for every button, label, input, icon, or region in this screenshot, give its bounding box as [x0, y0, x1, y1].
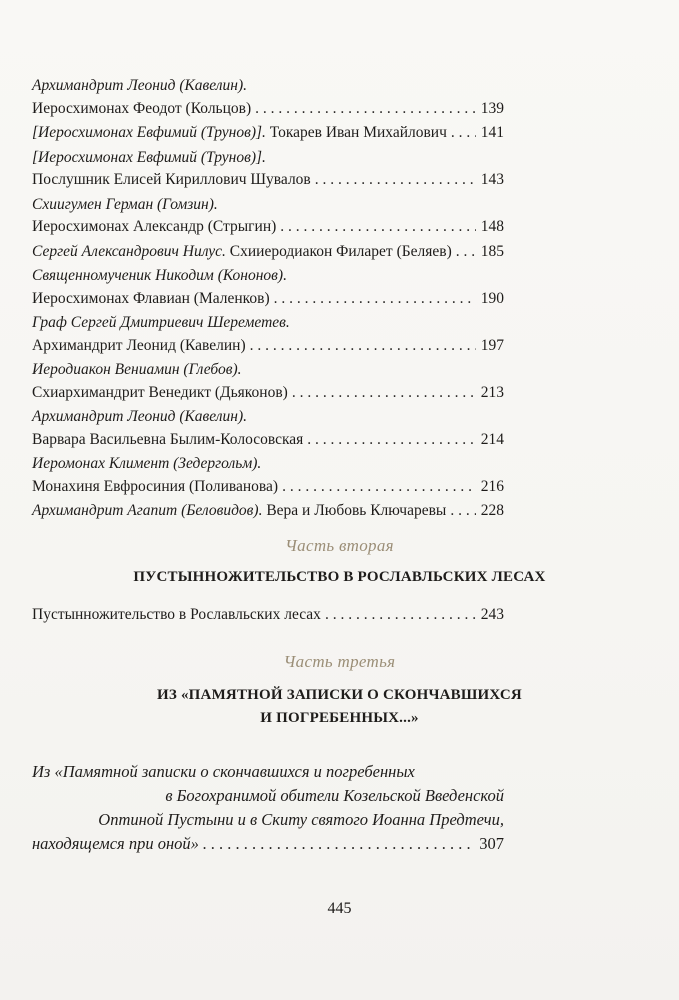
toc-author: Схиигумен Герман (Гомзин).: [32, 195, 218, 213]
toc-leader-dots: [450, 500, 476, 523]
toc-title-line: Оптиной Пустыни и в Скиту святого Иоанна Предтечи,: [98, 810, 504, 829]
folio-page-number: 445: [327, 900, 352, 917]
toc-author: Иеромонах Климент (Зедергольм).: [32, 455, 262, 472]
toc-author: [Иеросхимонах Евфимий (Трунов)].: [32, 148, 266, 166]
toc-page-number: 228: [480, 502, 504, 519]
part-three-heading-line1: ИЗ «ПАМЯТНОЙ ЗАПИСКИ О СКОНЧАВШИХСЯ: [157, 687, 522, 703]
toc-row: [32, 169, 504, 192]
toc-leader-dots: [203, 832, 475, 856]
toc-title-line: в Богохранимой обители Козельской Введенской: [165, 786, 504, 805]
part-three-heading-line2: И ПОГРЕБЕННЫХ...»: [260, 710, 419, 726]
toc-title: Схиархимандрит Венедикт (Дьяконов): [32, 383, 288, 401]
toc-entry: [32, 147, 504, 192]
toc-row: [32, 216, 504, 239]
toc-entry: [32, 453, 504, 498]
toc-page-number: 141: [480, 124, 504, 141]
toc-entry: [32, 500, 504, 523]
toc-entry: [32, 265, 504, 310]
toc-entry-large: [32, 760, 504, 856]
toc-page-number: 243: [480, 606, 504, 623]
toc-entry: [32, 359, 504, 404]
toc-row: [32, 429, 504, 452]
toc-leader-dots: [451, 122, 476, 145]
toc-row: [32, 241, 504, 264]
toc-row: [32, 476, 504, 499]
toc-title: Иеросхимонах Флавиан (Маленков): [32, 289, 270, 307]
toc-page-number: 139: [480, 99, 504, 117]
toc-entry: [32, 241, 504, 264]
toc-row: [32, 382, 504, 405]
toc-page-number: 190: [480, 289, 504, 307]
toc-title-line: Из «Памятной записки о скончавшихся и погребенных: [32, 762, 415, 781]
toc-author-inline: Архимандрит Агапит (Беловидов).: [32, 502, 263, 519]
toc-page-number: 148: [480, 218, 504, 235]
toc-page-number: 185: [480, 242, 504, 260]
toc-row: [32, 98, 504, 121]
toc-entry: [32, 75, 504, 120]
toc-row: [32, 122, 504, 145]
toc-row: [32, 288, 504, 311]
table-of-contents: [32, 75, 504, 525]
toc-page-number: 214: [480, 430, 504, 448]
toc-title: [32, 241, 452, 264]
toc-leader-dots: [250, 335, 476, 358]
toc-leader-dots: [274, 288, 476, 311]
toc-leader-dots: [292, 382, 476, 405]
toc-author: Священномученик Никодим (Кононов).: [32, 267, 287, 284]
toc-leader-dots: [456, 241, 476, 264]
toc-leader-dots: [325, 604, 476, 627]
toc-entry: [32, 406, 504, 451]
toc-title: Архимандрит Леонид (Кавелин): [32, 336, 246, 354]
toc-leader-dots: [255, 98, 476, 121]
toc-title: [32, 500, 446, 523]
toc-row: [32, 335, 504, 358]
toc-entry: [32, 194, 504, 239]
toc-author: Граф Сергей Дмитриевич Шереметев.: [32, 314, 290, 331]
toc-leader-dots: [307, 429, 476, 452]
toc-entry: [32, 122, 504, 145]
toc-row: [32, 500, 504, 523]
toc-author-inline: [Иеросхимонах Евфимий (Трунов)].: [32, 124, 266, 141]
toc-title: Варвара Васильевна Былим-Колосовская: [32, 430, 304, 448]
toc-title: находящемся при оной»: [32, 834, 199, 853]
toc-title-text: Схииеродиакон Филарет (Беляев): [225, 242, 452, 260]
toc-title: Иеросхимонах Феодот (Кольцов): [32, 99, 252, 117]
toc-author-inline: Сергей Александрович Нилус.: [32, 242, 226, 260]
toc-title-text: Токарев Иван Михайлович: [265, 124, 447, 141]
toc-title: Иеросхимонах Александр (Стрыгин): [32, 218, 277, 235]
toc-leader-dots: [282, 476, 476, 499]
toc-title-text: Вера и Любовь Ключаревы: [262, 502, 447, 519]
toc-title: [32, 122, 447, 145]
toc-title: Пустынножительство в Рославльских лесах: [32, 606, 321, 623]
toc-leader-dots: [315, 169, 476, 192]
part-two-label: Часть вторая: [285, 536, 394, 555]
toc-page-number: 213: [480, 383, 504, 401]
toc-page-number: 216: [480, 477, 504, 495]
toc-entry: [32, 312, 504, 357]
toc-title: Монахиня Евфросиния (Поливанова): [32, 477, 279, 495]
toc-row: [32, 604, 504, 627]
toc-author: Архимандрит Леонид (Кавелин).: [32, 408, 248, 425]
toc-leader-dots: [280, 216, 476, 239]
part-two-heading: ПУСТЫННОЖИТЕЛЬСТВО В РОСЛАВЛЬСКИХ ЛЕСАХ: [133, 569, 546, 585]
part-three-label: Часть третья: [283, 652, 396, 671]
toc-author: Архимандрит Леонид (Кавелин).: [32, 77, 248, 94]
toc-page-number: 143: [480, 171, 504, 188]
toc-page-number: 307: [479, 834, 504, 853]
toc-title: Послушник Елисей Кириллович Шувалов: [32, 171, 311, 188]
toc-author: Иеродиакон Вениамин (Глебов).: [32, 361, 242, 378]
toc-page-number: 197: [480, 336, 504, 354]
toc-row: [32, 832, 504, 856]
